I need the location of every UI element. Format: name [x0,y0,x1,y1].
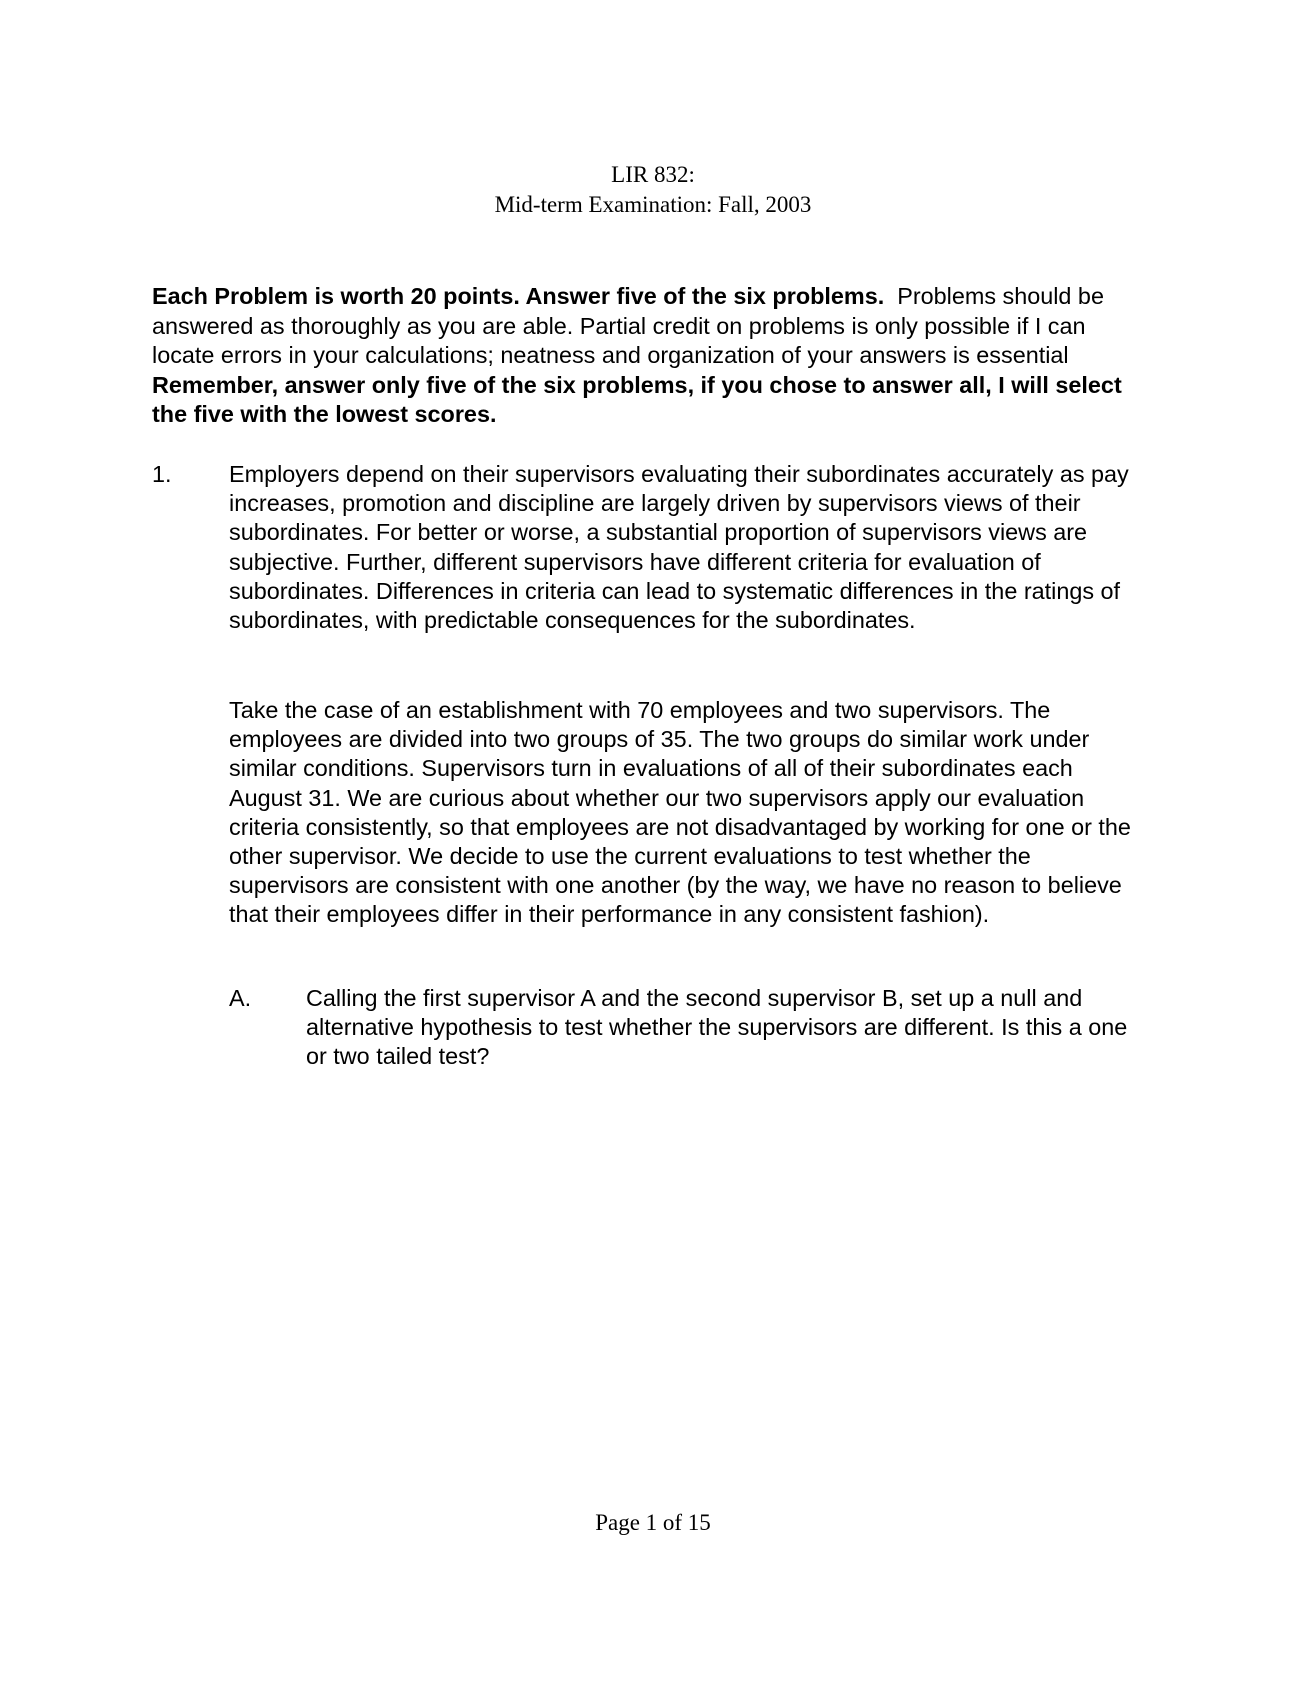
instructions-paragraph [152,282,1137,430]
exam-title: Mid-term Examination: Fall, 2003 [494,192,812,217]
instructions-bold-reminder: Remember, answer only five of the six problems, if you chose to answer all, I will select the five with the lowest scores. [152,371,1122,427]
instructions-bold-lead: Each Problem is worth 20 points. Answer five of the six problems. [152,283,885,309]
part-question-text: Calling the first supervisor A and the second supervisor B, set up a null and alternative hypothesis to test whether the supervisors are different. Is this a one or two tailed test? [306,985,1128,1070]
problem-paragraph-1-text: Employers depend on their supervisors evaluating their subordinates accurately as pay increases, promotion and discipline are largely driven by supervisors views of their subordinates. For better or worse, a substantial proportion of supervisors views are subjective. Further, different supervisors have different criteria for evaluation of subordinates. Differences in criteria can lead to systematic differences in the ratings of subordinates, with predictable consequences for the subordinates. [229,461,1129,634]
problem-number: 1. [152,461,172,487]
instructions-body: Problems should be answered as thoroughly as you are able. Partial credit on problems is only possible if I can locate errors in your calculations; neatness and organization of your answers is essential [152,283,1104,368]
problem-paragraph-2 [229,696,1134,930]
course-title: LIR 832: [611,162,695,187]
page-number: Page 1 of 15 [595,1510,711,1535]
problem-paragraph-1 [229,460,1134,635]
problem-paragraph-2-text: Take the case of an establishment with 70 employees and two supervisors. The employees are divided into two groups of 35. The two groups do similar work under similar conditions. Supervisors turn in evaluations of all of their subordinates each August 31. We are curious about whether our two supervisors apply our evaluation criteria consistently, so that employees are not disadvantaged by working for one or the other supervisor. We decide to use the current evaluations to test whether the supervisors are consistent with one another (by the way, we have no reason to believe that their employees differ in their performance in any consistent fashion). [229,697,1131,928]
part-letter: A. [229,985,252,1011]
